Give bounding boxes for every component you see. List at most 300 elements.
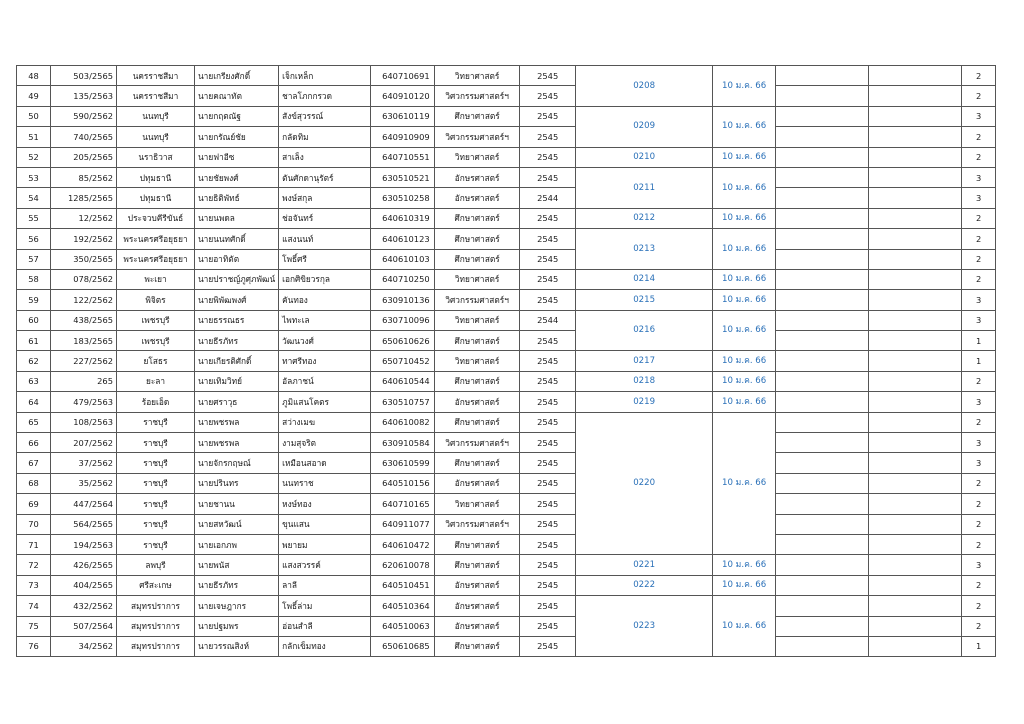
group-date-cell: 10 ม.ค. 66 xyxy=(713,269,776,289)
birth-year-cell: 2544 xyxy=(520,188,576,208)
document-number-cell: 447/2564 xyxy=(51,494,117,514)
last-name-cell: คันทอง xyxy=(279,290,371,310)
table-row xyxy=(17,269,996,289)
empty-cell-b xyxy=(869,208,962,228)
row-number-cell: 62 xyxy=(17,351,51,371)
empty-cell-b xyxy=(869,127,962,147)
first-name-cell: นายพิพัฒพงศ์ xyxy=(195,290,279,310)
table-row xyxy=(17,249,996,269)
empty-cell-b xyxy=(869,392,962,412)
count-cell: 2 xyxy=(962,473,996,493)
province-cell: นราธิวาส xyxy=(117,147,195,167)
row-number-cell: 55 xyxy=(17,208,51,228)
count-cell: 1 xyxy=(962,636,996,656)
document-number-cell: 34/2562 xyxy=(51,636,117,656)
student-id-cell: 640710691 xyxy=(371,66,435,86)
table-row xyxy=(17,290,996,310)
empty-cell-a xyxy=(776,616,869,636)
document-number-cell: 205/2565 xyxy=(51,147,117,167)
empty-cell-b xyxy=(869,636,962,656)
last-name-cell: เอกศิขิยวรกุล xyxy=(279,269,371,289)
table-row xyxy=(17,534,996,554)
document-number-cell: 108/2563 xyxy=(51,412,117,432)
birth-year-cell: 2545 xyxy=(520,249,576,269)
first-name-cell: นายกรัณย์ชัย xyxy=(195,127,279,147)
group-date-cell: 10 ม.ค. 66 xyxy=(713,555,776,575)
first-name-cell: นายนนทศักดิ์ xyxy=(195,229,279,249)
count-cell: 3 xyxy=(962,433,996,453)
group-code-cell: 0212 xyxy=(576,208,713,228)
group-code-cell: 0208 xyxy=(576,66,713,107)
row-number-cell: 73 xyxy=(17,575,51,595)
empty-cell-b xyxy=(869,433,962,453)
province-cell: สมุทรปราการ xyxy=(117,636,195,656)
document-number-cell: 207/2562 xyxy=(51,433,117,453)
first-name-cell: นายสหวัฒน์ xyxy=(195,514,279,534)
last-name-cell: เจ็กเหล็ก xyxy=(279,66,371,86)
student-id-cell: 630510258 xyxy=(371,188,435,208)
student-id-cell: 620610078 xyxy=(371,555,435,575)
count-cell: 2 xyxy=(962,371,996,391)
last-name-cell: กลัดทิม xyxy=(279,127,371,147)
group-date-cell: 10 ม.ค. 66 xyxy=(713,66,776,107)
first-name-cell: นายชัยพงศ์ xyxy=(195,167,279,187)
document-number-cell: 740/2565 xyxy=(51,127,117,147)
province-cell: พิจิตร xyxy=(117,290,195,310)
student-id-cell: 640610472 xyxy=(371,534,435,554)
first-name-cell: นายปฐมพร xyxy=(195,616,279,636)
birth-year-cell: 2545 xyxy=(520,86,576,106)
last-name-cell: อ่อนสำลี xyxy=(279,616,371,636)
count-cell: 2 xyxy=(962,494,996,514)
faculty-cell: วิศวกรรมศาสตร์ฯ xyxy=(435,86,520,106)
province-cell: ปทุมธานี xyxy=(117,188,195,208)
first-name-cell: นายปรินทร xyxy=(195,473,279,493)
row-number-cell: 58 xyxy=(17,269,51,289)
empty-cell-a xyxy=(776,555,869,575)
first-name-cell: นายศราวุธ xyxy=(195,392,279,412)
empty-cell-a xyxy=(776,66,869,86)
province-cell: ราชบุรี xyxy=(117,473,195,493)
empty-cell-b xyxy=(869,290,962,310)
birth-year-cell: 2545 xyxy=(520,412,576,432)
table-row xyxy=(17,433,996,453)
province-cell: สมุทรปราการ xyxy=(117,596,195,616)
empty-cell-b xyxy=(869,473,962,493)
group-code-cell: 0216 xyxy=(576,310,713,351)
student-id-cell: 640610082 xyxy=(371,412,435,432)
faculty-cell: ศึกษาศาสตร์ xyxy=(435,534,520,554)
province-cell: เพชรบุรี xyxy=(117,310,195,330)
table-row xyxy=(17,106,996,126)
birth-year-cell: 2545 xyxy=(520,290,576,310)
student-id-cell: 640911077 xyxy=(371,514,435,534)
birth-year-cell: 2545 xyxy=(520,208,576,228)
empty-cell-b xyxy=(869,534,962,554)
document-number-cell: 35/2562 xyxy=(51,473,117,493)
student-id-cell: 650610685 xyxy=(371,636,435,656)
birth-year-cell: 2545 xyxy=(520,229,576,249)
student-id-cell: 650710452 xyxy=(371,351,435,371)
birth-year-cell: 2545 xyxy=(520,616,576,636)
first-name-cell: นายนพดล xyxy=(195,208,279,228)
document-number-cell: 12/2562 xyxy=(51,208,117,228)
province-cell: ราชบุรี xyxy=(117,412,195,432)
empty-cell-a xyxy=(776,331,869,351)
faculty-cell: วิทยาศาสตร์ xyxy=(435,494,520,514)
empty-cell-a xyxy=(776,147,869,167)
faculty-cell: วิทยาศาสตร์ xyxy=(435,269,520,289)
row-number-cell: 53 xyxy=(17,167,51,187)
count-cell: 3 xyxy=(962,167,996,187)
last-name-cell: สังข์สุวรรณ์ xyxy=(279,106,371,126)
empty-cell-a xyxy=(776,596,869,616)
document-number-cell: 564/2565 xyxy=(51,514,117,534)
faculty-cell: วิทยาศาสตร์ xyxy=(435,66,520,86)
empty-cell-a xyxy=(776,453,869,473)
last-name-cell: แสงสวรรค์ xyxy=(279,555,371,575)
row-number-cell: 70 xyxy=(17,514,51,534)
last-name-cell: สว่างเมฆ xyxy=(279,412,371,432)
table-row xyxy=(17,331,996,351)
birth-year-cell: 2545 xyxy=(520,514,576,534)
table-row xyxy=(17,147,996,167)
province-cell: นครราชสีมา xyxy=(117,66,195,86)
group-code-cell: 0221 xyxy=(576,555,713,575)
birth-year-cell: 2545 xyxy=(520,555,576,575)
faculty-cell: ศึกษาศาสตร์ xyxy=(435,412,520,432)
table-row xyxy=(17,66,996,86)
group-code-cell: 0209 xyxy=(576,106,713,147)
last-name-cell: ไพทะเล xyxy=(279,310,371,330)
first-name-cell: นายเอกภพ xyxy=(195,534,279,554)
empty-cell-b xyxy=(869,575,962,595)
group-date-cell: 10 ม.ค. 66 xyxy=(713,167,776,208)
group-code-cell: 0213 xyxy=(576,229,713,270)
row-number-cell: 48 xyxy=(17,66,51,86)
document-number-cell: 590/2562 xyxy=(51,106,117,126)
group-code-cell: 0219 xyxy=(576,392,713,412)
count-cell: 3 xyxy=(962,106,996,126)
first-name-cell: นายชานน xyxy=(195,494,279,514)
province-cell: สมุทรปราการ xyxy=(117,616,195,636)
empty-cell-a xyxy=(776,86,869,106)
row-number-cell: 71 xyxy=(17,534,51,554)
empty-cell-b xyxy=(869,453,962,473)
last-name-cell: อัลภาชน์ xyxy=(279,371,371,391)
group-code-cell: 0217 xyxy=(576,351,713,371)
table-row xyxy=(17,494,996,514)
group-code-cell: 0222 xyxy=(576,575,713,595)
document-number-cell: 479/2563 xyxy=(51,392,117,412)
row-number-cell: 49 xyxy=(17,86,51,106)
birth-year-cell: 2545 xyxy=(520,596,576,616)
document-number-cell: 438/2565 xyxy=(51,310,117,330)
student-id-cell: 640610319 xyxy=(371,208,435,228)
student-id-cell: 630510521 xyxy=(371,167,435,187)
last-name-cell: สาเล็ง xyxy=(279,147,371,167)
last-name-cell: ช่อจันทร์ xyxy=(279,208,371,228)
group-date-cell: 10 ม.ค. 66 xyxy=(713,596,776,657)
student-id-cell: 640910909 xyxy=(371,127,435,147)
student-id-cell: 640610103 xyxy=(371,249,435,269)
count-cell: 3 xyxy=(962,290,996,310)
group-date-cell: 10 ม.ค. 66 xyxy=(713,106,776,147)
document-number-cell: 183/2565 xyxy=(51,331,117,351)
faculty-cell: ศึกษาศาสตร์ xyxy=(435,106,520,126)
student-id-cell: 630910584 xyxy=(371,433,435,453)
last-name-cell: โพธิ์ศรี xyxy=(279,249,371,269)
first-name-cell: นายจักรกฤษณ์ xyxy=(195,453,279,473)
group-code-cell: 0214 xyxy=(576,269,713,289)
count-cell: 2 xyxy=(962,249,996,269)
first-name-cell: นายเกรียงศักดิ์ xyxy=(195,66,279,86)
count-cell: 2 xyxy=(962,616,996,636)
faculty-cell: อักษรศาสตร์ xyxy=(435,392,520,412)
count-cell: 3 xyxy=(962,188,996,208)
row-number-cell: 76 xyxy=(17,636,51,656)
empty-cell-a xyxy=(776,351,869,371)
faculty-cell: ศึกษาศาสตร์ xyxy=(435,208,520,228)
count-cell: 2 xyxy=(962,534,996,554)
birth-year-cell: 2545 xyxy=(520,575,576,595)
student-id-cell: 650610626 xyxy=(371,331,435,351)
count-cell: 3 xyxy=(962,453,996,473)
row-number-cell: 60 xyxy=(17,310,51,330)
row-number-cell: 66 xyxy=(17,433,51,453)
empty-cell-a xyxy=(776,269,869,289)
empty-cell-b xyxy=(869,229,962,249)
first-name-cell: นายธีรภัทร xyxy=(195,331,279,351)
empty-cell-a xyxy=(776,514,869,534)
table-row xyxy=(17,351,996,371)
first-name-cell: นายปราชญ์ภูศุภพัฒน์ xyxy=(195,269,279,289)
group-date-cell: 10 ม.ค. 66 xyxy=(713,290,776,310)
student-id-cell: 630610119 xyxy=(371,106,435,126)
faculty-cell: วิศวกรรมศาสตร์ฯ xyxy=(435,514,520,534)
document-number-cell: 265 xyxy=(51,371,117,391)
birth-year-cell: 2545 xyxy=(520,534,576,554)
group-code-cell: 0215 xyxy=(576,290,713,310)
first-name-cell: นายธรรณธร xyxy=(195,310,279,330)
empty-cell-b xyxy=(869,188,962,208)
last-name-cell: พงษ์สกุล xyxy=(279,188,371,208)
last-name-cell: ตันศักดานุรัตร์ xyxy=(279,167,371,187)
document-number-cell: 135/2563 xyxy=(51,86,117,106)
group-date-cell: 10 ม.ค. 66 xyxy=(713,575,776,595)
first-name-cell: นายธีรภัทร xyxy=(195,575,279,595)
empty-cell-b xyxy=(869,494,962,514)
last-name-cell: ขุนแสน xyxy=(279,514,371,534)
faculty-cell: วิทยาศาสตร์ xyxy=(435,147,520,167)
empty-cell-b xyxy=(869,147,962,167)
empty-cell-b xyxy=(869,371,962,391)
table-row xyxy=(17,514,996,534)
first-name-cell: นายคณาทัต xyxy=(195,86,279,106)
empty-cell-b xyxy=(869,616,962,636)
last-name-cell: กลักเข็มทอง xyxy=(279,636,371,656)
row-number-cell: 74 xyxy=(17,596,51,616)
student-id-cell: 640710551 xyxy=(371,147,435,167)
birth-year-cell: 2545 xyxy=(520,433,576,453)
student-id-cell: 640510451 xyxy=(371,575,435,595)
group-date-cell: 10 ม.ค. 66 xyxy=(713,229,776,270)
empty-cell-a xyxy=(776,167,869,187)
document-number-cell: 078/2562 xyxy=(51,269,117,289)
row-number-cell: 50 xyxy=(17,106,51,126)
empty-cell-b xyxy=(869,269,962,289)
birth-year-cell: 2545 xyxy=(520,392,576,412)
first-name-cell: นายพชรพล xyxy=(195,433,279,453)
faculty-cell: อักษรศาสตร์ xyxy=(435,188,520,208)
birth-year-cell: 2545 xyxy=(520,127,576,147)
count-cell: 2 xyxy=(962,269,996,289)
count-cell: 2 xyxy=(962,147,996,167)
student-id-cell: 640510156 xyxy=(371,473,435,493)
row-number-cell: 56 xyxy=(17,229,51,249)
document-number-cell: 507/2564 xyxy=(51,616,117,636)
table-row xyxy=(17,453,996,473)
faculty-cell: ศึกษาศาสตร์ xyxy=(435,331,520,351)
student-id-cell: 630910136 xyxy=(371,290,435,310)
table-row xyxy=(17,412,996,432)
empty-cell-a xyxy=(776,412,869,432)
empty-cell-a xyxy=(776,127,869,147)
table-row xyxy=(17,208,996,228)
empty-cell-a xyxy=(776,575,869,595)
group-date-cell: 10 ม.ค. 66 xyxy=(713,310,776,351)
province-cell: พระนครศรีอยุธยา xyxy=(117,249,195,269)
count-cell: 2 xyxy=(962,86,996,106)
group-date-cell: 10 ม.ค. 66 xyxy=(713,208,776,228)
faculty-cell: วิทยาศาสตร์ xyxy=(435,351,520,371)
student-id-cell: 640710250 xyxy=(371,269,435,289)
table-row xyxy=(17,127,996,147)
table-row xyxy=(17,310,996,330)
table-row xyxy=(17,86,996,106)
document-number-cell: 227/2562 xyxy=(51,351,117,371)
empty-cell-b xyxy=(869,106,962,126)
faculty-cell: วิศวกรรมศาสตร์ฯ xyxy=(435,433,520,453)
first-name-cell: นายพชรพล xyxy=(195,412,279,432)
last-name-cell: ลาลี xyxy=(279,575,371,595)
group-date-cell: 10 ม.ค. 66 xyxy=(713,351,776,371)
row-number-cell: 59 xyxy=(17,290,51,310)
faculty-cell: วิศวกรรมศาสตร์ฯ xyxy=(435,290,520,310)
document-number-cell: 1285/2565 xyxy=(51,188,117,208)
table-row xyxy=(17,392,996,412)
count-cell: 1 xyxy=(962,351,996,371)
document-number-cell: 122/2562 xyxy=(51,290,117,310)
empty-cell-b xyxy=(869,66,962,86)
last-name-cell: เหมือนสอาด xyxy=(279,453,371,473)
first-name-cell: นายธิติพัทธ์ xyxy=(195,188,279,208)
group-date-cell: 10 ม.ค. 66 xyxy=(713,371,776,391)
row-number-cell: 72 xyxy=(17,555,51,575)
last-name-cell: วัฒนวงศ์ xyxy=(279,331,371,351)
count-cell: 2 xyxy=(962,208,996,228)
last-name-cell: ทาศรีทอง xyxy=(279,351,371,371)
last-name-cell: พยายม xyxy=(279,534,371,554)
province-cell: ยโสธร xyxy=(117,351,195,371)
empty-cell-a xyxy=(776,290,869,310)
empty-cell-b xyxy=(869,249,962,269)
count-cell: 3 xyxy=(962,310,996,330)
empty-cell-a xyxy=(776,208,869,228)
row-number-cell: 75 xyxy=(17,616,51,636)
faculty-cell: วิทยาศาสตร์ xyxy=(435,310,520,330)
count-cell: 2 xyxy=(962,514,996,534)
birth-year-cell: 2545 xyxy=(520,453,576,473)
province-cell: ราชบุรี xyxy=(117,494,195,514)
group-code-cell: 0211 xyxy=(576,167,713,208)
faculty-cell: อักษรศาสตร์ xyxy=(435,596,520,616)
province-cell: ราชบุรี xyxy=(117,433,195,453)
document-number-cell: 192/2562 xyxy=(51,229,117,249)
birth-year-cell: 2544 xyxy=(520,310,576,330)
first-name-cell: นายเกียรติศักดิ์ xyxy=(195,351,279,371)
student-id-cell: 640510364 xyxy=(371,596,435,616)
faculty-cell: อักษรศาสตร์ xyxy=(435,575,520,595)
empty-cell-a xyxy=(776,310,869,330)
table-row xyxy=(17,555,996,575)
count-cell: 2 xyxy=(962,229,996,249)
birth-year-cell: 2545 xyxy=(520,494,576,514)
row-number-cell: 51 xyxy=(17,127,51,147)
row-number-cell: 63 xyxy=(17,371,51,391)
student-id-cell: 630610599 xyxy=(371,453,435,473)
province-cell: พะเยา xyxy=(117,269,195,289)
empty-cell-b xyxy=(869,351,962,371)
group-date-cell: 10 ม.ค. 66 xyxy=(713,412,776,555)
empty-cell-a xyxy=(776,188,869,208)
group-code-cell: 0210 xyxy=(576,147,713,167)
province-cell: ลพบุรี xyxy=(117,555,195,575)
table-row xyxy=(17,636,996,656)
province-cell: นครราชสีมา xyxy=(117,86,195,106)
last-name-cell: หงษ์ทอง xyxy=(279,494,371,514)
table-row xyxy=(17,188,996,208)
empty-cell-b xyxy=(869,167,962,187)
table-row xyxy=(17,575,996,595)
faculty-cell: อักษรศาสตร์ xyxy=(435,616,520,636)
empty-cell-b xyxy=(869,514,962,534)
birth-year-cell: 2545 xyxy=(520,106,576,126)
empty-cell-b xyxy=(869,412,962,432)
last-name-cell: งามสุจริต xyxy=(279,433,371,453)
last-name-cell: ภูมิแสนโคตร xyxy=(279,392,371,412)
province-cell: ราชบุรี xyxy=(117,534,195,554)
student-id-cell: 640710165 xyxy=(371,494,435,514)
birth-year-cell: 2545 xyxy=(520,331,576,351)
faculty-cell: ศึกษาศาสตร์ xyxy=(435,555,520,575)
group-code-cell: 0220 xyxy=(576,412,713,555)
first-name-cell: นายพนัส xyxy=(195,555,279,575)
count-cell: 3 xyxy=(962,555,996,575)
row-number-cell: 69 xyxy=(17,494,51,514)
birth-year-cell: 2545 xyxy=(520,66,576,86)
table-row xyxy=(17,167,996,187)
empty-cell-a xyxy=(776,392,869,412)
province-cell: ร้อยเอ็ด xyxy=(117,392,195,412)
student-id-cell: 630710096 xyxy=(371,310,435,330)
count-cell: 2 xyxy=(962,575,996,595)
student-id-cell: 640610544 xyxy=(371,371,435,391)
province-cell: นนทบุรี xyxy=(117,127,195,147)
student-id-cell: 640510063 xyxy=(371,616,435,636)
document-number-cell: 85/2562 xyxy=(51,167,117,187)
birth-year-cell: 2545 xyxy=(520,636,576,656)
